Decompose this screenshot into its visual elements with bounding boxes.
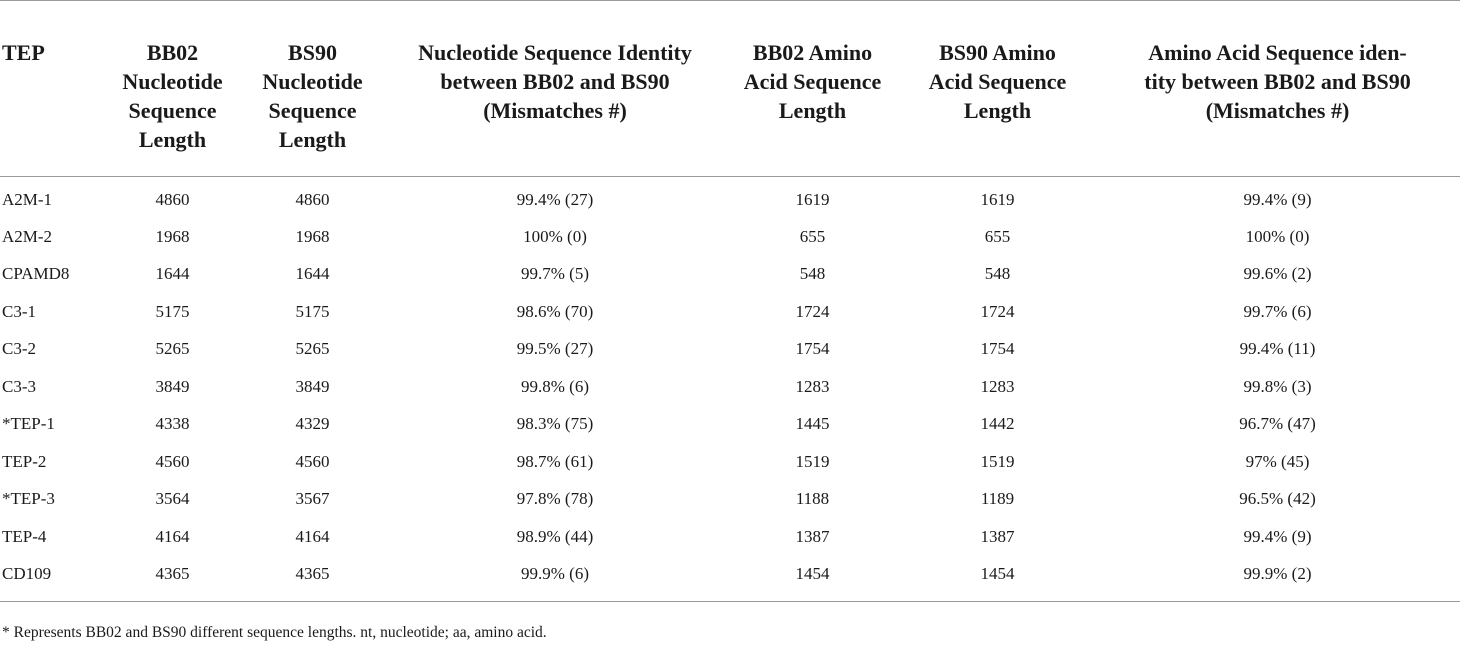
table-cell: 98.6% (70): [516, 301, 594, 321]
row-label-cell: C3-1: [2, 301, 36, 321]
table-cell: 96.5% (42): [1239, 489, 1316, 509]
column-header: Nucleotide Sequence Identity between BB02 and BS90 (Mismatches #): [418, 40, 692, 123]
table-row: [0, 556, 1460, 602]
column-header: Amino Acid Sequence iden- tity between BB02 and BS90 (Mismatches #): [1144, 40, 1411, 123]
table-cell: 4329: [295, 414, 330, 434]
table-cell: 96.7% (47): [1239, 414, 1316, 434]
table-row: [0, 518, 1460, 556]
table-cell: 3849: [155, 376, 190, 396]
table-row: [0, 256, 1460, 294]
row-label-cell: *TEP-1: [2, 414, 55, 434]
column-header: BB02 Nucleotide Sequence Length: [122, 40, 223, 152]
row-label-cell: C3-2: [2, 339, 36, 359]
table-row: [0, 331, 1460, 369]
table-cell: 1454: [795, 563, 830, 583]
table-row: [0, 443, 1460, 481]
table-cell: 548: [799, 264, 826, 284]
table-cell: 5265: [155, 339, 190, 359]
table-cell: 98.3% (75): [516, 414, 594, 434]
table-cell: 3849: [295, 376, 330, 396]
table-row: [0, 406, 1460, 444]
table-cell: 99.7% (6): [1243, 301, 1312, 321]
row-label-cell: TEP-2: [2, 451, 47, 471]
table-cell: 1724: [795, 301, 830, 321]
table-cell: 655: [799, 226, 826, 246]
table-cell: 99.4% (27): [516, 190, 594, 209]
column-header: BS90 Nucleotide Sequence Length: [262, 40, 363, 152]
table-header: [0, 1, 1460, 177]
table-cell: 4164: [295, 526, 330, 546]
table-footnote: * Represents BB02 and BS90 different sequence lengths. nt, nucleotide; aa, amino acid.: [2, 624, 547, 641]
table-cell: 4860: [295, 190, 330, 209]
table-row: [0, 293, 1460, 331]
table-cell: 4365: [155, 563, 190, 583]
column-header: TEP: [2, 40, 45, 65]
row-label-cell: C3-3: [2, 376, 36, 396]
row-label-cell: A2M-2: [2, 226, 53, 246]
table-cell: 1754: [795, 339, 830, 359]
table-cell: 1387: [980, 526, 1015, 546]
table-cell: 100% (0): [523, 226, 587, 246]
table-cell: 99.5% (27): [516, 339, 594, 359]
table-cell: 1189: [980, 489, 1015, 509]
row-label-cell: TEP-4: [2, 526, 47, 546]
header-row: [0, 1, 1460, 177]
row-label-cell: A2M-1: [2, 190, 53, 209]
table-body: [0, 177, 1460, 602]
table-cell: 99.9% (6): [521, 563, 589, 583]
column-header: BB02 Amino Acid Sequence Length: [743, 40, 882, 123]
table-cell: 99.6% (2): [1243, 264, 1312, 284]
table-cell: 4560: [155, 451, 190, 471]
table-cell: 1519: [795, 451, 830, 471]
table-cell: 1442: [980, 414, 1015, 434]
table-cell: 98.7% (61): [516, 451, 594, 471]
table-cell: 5175: [295, 301, 330, 321]
table-cell: 4560: [295, 451, 330, 471]
table-cell: 3567: [295, 489, 330, 509]
table-cell: 1619: [795, 190, 830, 209]
table-cell: 4164: [155, 526, 190, 546]
table-cell: 99.8% (3): [1243, 376, 1312, 396]
table-cell: 1454: [980, 563, 1015, 583]
table-cell: 1968: [155, 226, 190, 246]
table-cell: 4365: [295, 563, 330, 583]
table-cell: 1644: [155, 264, 190, 284]
table-cell: 97.8% (78): [516, 489, 594, 509]
table-row: [0, 481, 1460, 519]
table-cell: 1644: [295, 264, 330, 284]
table-cell: 1724: [980, 301, 1015, 321]
table-row: [0, 177, 1460, 219]
table-cell: 1283: [795, 376, 830, 396]
table-cell: 4338: [155, 414, 190, 434]
table-cell: 99.7% (5): [521, 264, 589, 284]
table-cell: 99.4% (11): [1239, 339, 1316, 359]
table-cell: 99.4% (9): [1243, 190, 1312, 209]
table-cell: 1387: [795, 526, 830, 546]
table-cell: 5175: [155, 301, 190, 321]
table-cell: 548: [984, 264, 1011, 284]
row-label-cell: CD109: [2, 563, 52, 583]
table-cell: 4860: [155, 190, 190, 209]
table-cell: 3564: [155, 489, 190, 509]
table-cell: 1754: [980, 339, 1015, 359]
row-label-cell: *TEP-3: [2, 489, 55, 509]
table-cell: 99.8% (6): [521, 376, 589, 396]
table-cell: 1188: [795, 489, 830, 509]
column-header: BS90 Amino Acid Sequence Length: [928, 40, 1067, 123]
table-cell: 1445: [795, 414, 830, 434]
table-row: [0, 218, 1460, 256]
table-cell: 97% (45): [1245, 451, 1310, 471]
table-cell: 5265: [295, 339, 330, 359]
table-cell: 99.9% (2): [1243, 563, 1312, 583]
table-cell: 98.9% (44): [516, 526, 594, 546]
table-cell: 1619: [980, 190, 1015, 209]
table-cell: 1519: [980, 451, 1015, 471]
table-cell: 100% (0): [1245, 226, 1310, 246]
table-row: [0, 368, 1460, 406]
row-label-cell: CPAMD8: [2, 264, 70, 284]
table-cell: 1968: [295, 226, 330, 246]
table-cell: 1283: [980, 376, 1015, 396]
table-cell: 99.4% (9): [1243, 526, 1312, 546]
table-cell: 655: [984, 226, 1011, 246]
